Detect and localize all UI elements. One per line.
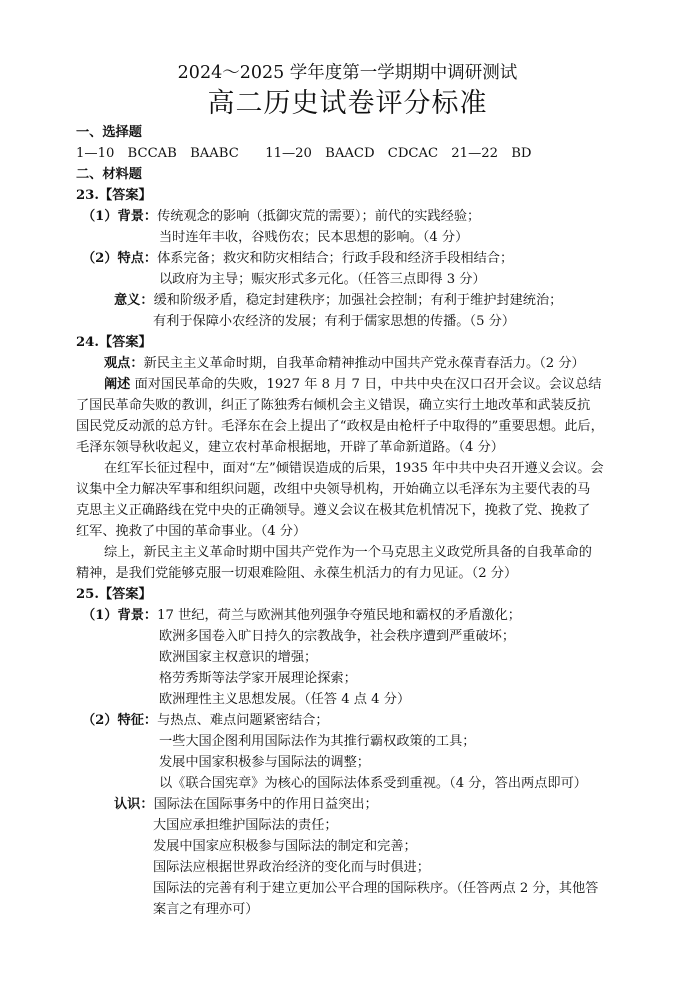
- q25-p1-line4: 格劳秀斯等法学家开展理论探索；: [159, 671, 357, 686]
- q25-p2-line2: 一些大国企图利用国际法作为其推行霸权政策的工具；: [159, 734, 476, 749]
- q23-p1-label: （1）背景：: [82, 209, 158, 224]
- q24-elab-label: 阐述: [104, 377, 131, 392]
- q24-elab-line2: 了国民革命失败的教训，纠正了陈独秀右倾机会主义错误，确立实行土地改革和武装反抗: [76, 398, 591, 413]
- section-heading-material: 二、材料题: [76, 167, 142, 182]
- exam-title: 2024～2025 学年度第一学期期中调研测试: [177, 63, 518, 83]
- q23-p1-line1: 传统观念的影响（抵御灾荒的需要）；前代的实践经验；: [157, 209, 481, 224]
- q25-p3-line4: 国际法应根据世界政治经济的变化而与时俱进；: [153, 860, 430, 875]
- q23-p3-label: 意义：: [114, 293, 154, 308]
- q23-p2-line2: 以政府为主导；赈灾形式多元化。（任答三点即得 3 分）: [159, 272, 486, 287]
- q25-p2-line1: 与热点、难点问题紧密结合；: [157, 713, 329, 728]
- q23-p1-line2: 当时连年丰收，谷贱伤农；民本思想的影响。（4 分）: [159, 230, 469, 245]
- q23-p3-line2: 有利于保障小农经济的发展；有利于儒家思想的传播。（5 分）: [153, 314, 516, 329]
- q25-p1-line2: 欧洲多国卷入旷日持久的宗教战争，社会秩序遭到严重破坏；: [159, 629, 516, 644]
- q24-para2-line1: 在红军长征过程中，面对“左”倾错误造成的后果，1935 年中共中央召开遵义会议。会: [104, 461, 604, 476]
- q23-p3-line1: 缓和阶级矛盾，稳定封建秩序；加强社会控制；有利于维护封建统治；: [153, 293, 563, 308]
- q25-p1-line3: 欧洲国家主权意识的增强；: [159, 650, 318, 665]
- q24-elab-line3: 国民党反动派的总方针。毛泽东在会上提出了“政权是由枪杆子中取得的”重要思想。此后，: [76, 419, 604, 434]
- choice-answers: 1—10 BCCAB BAABC 11—20 BAACD CDCAC 21—22 BD: [76, 146, 532, 161]
- q23-heading: 23.【答案】: [76, 188, 152, 203]
- q25-p2-line3: 发展中国家积极参与国际法的调整；: [159, 755, 370, 770]
- q25-p3-line5: 国际法的完善有利于建立更加公平合理的国际秩序。（任答两点 2 分，其他答: [153, 881, 599, 896]
- q24-view-text: 新民主主义革命时期，自我革命精神推动中国共产党永葆青春活力。（2 分）: [143, 356, 585, 371]
- q23-p1: [82, 207, 480, 227]
- q25-p2-line4: 以《联合国宪章》为核心的国际法体系受到重视。（4 分，答出两点即可）: [159, 776, 587, 791]
- q25-p1-line1: 17 世纪，荷兰与欧洲其他列强争夺殖民地和霸权的矛盾激化；: [157, 608, 521, 623]
- q24-elab-line4: 毛泽东领导秋收起义，建立农村革命根据地，开辟了革命新道路。（4 分）: [76, 440, 504, 455]
- q24-para2-line3: 克思主义正确路线在党中央的正确领导。遵义会议在极其危机情况下，挽救了党、挽救了: [76, 503, 591, 518]
- q24-para3-line2: 精神，是我们党能够克服一切艰难险阻、永葆生机活力的有力见证。（2 分）: [76, 566, 518, 581]
- q24-para2-line2: 议集中全力解决军事和组织问题，改组中央领导机构，开始确立以毛泽东为主要代表的马: [76, 482, 591, 497]
- q25-p3-line6: 案言之有理亦可）: [153, 902, 259, 917]
- q25-p3-label: 认识：: [114, 797, 154, 812]
- document-title: 高二历史试卷评分标准: [207, 88, 488, 119]
- q24-view-label: 观点：: [104, 356, 144, 371]
- q25-p1: [82, 606, 521, 626]
- q23-p2-line1: 体系完备；救灾和防灾相结合；行政手段和经济手段相结合；: [157, 251, 514, 266]
- q25-p3: [114, 795, 378, 815]
- q25-p2-label: （2）特征：: [82, 713, 158, 728]
- q24-para3-line1: 综上，新民主主义革命时期中国共产党作为一个马克思主义政党所具备的自我革命的: [104, 545, 592, 560]
- q23-p2-label: （2）特点：: [82, 251, 158, 266]
- q25-p1-line5: 欧洲理性主义思想发展。（任答 4 点 4 分）: [159, 692, 411, 707]
- section-heading-choice: 一、选择题: [76, 125, 142, 140]
- q24-heading: 24.【答案】: [76, 335, 152, 350]
- q24-view: [104, 354, 585, 374]
- q24-para2-line4: 红军、挽救了中国的革命事业。（4 分）: [76, 524, 307, 539]
- q25-heading: 25.【答案】: [76, 587, 152, 602]
- q23-p3: [114, 291, 562, 311]
- q25-p3-line3: 发展中国家应积极参与国际法的制定和完善；: [153, 839, 417, 854]
- q24-elab-line1: 面对国民革命的失败，1927 年 8 月 7 日，中共中央在汉口召开会议。会议总结: [130, 377, 602, 392]
- q25-p3-line1: 国际法在国际事务中的作用日益突出；: [153, 797, 378, 812]
- q24-elab: [104, 375, 602, 395]
- q25-p2: [82, 711, 329, 731]
- q25-p1-label: （1）背景：: [82, 608, 158, 623]
- q25-p3-line2: 大国应承担维护国际法的责任；: [153, 818, 338, 833]
- q23-p2: [82, 249, 513, 269]
